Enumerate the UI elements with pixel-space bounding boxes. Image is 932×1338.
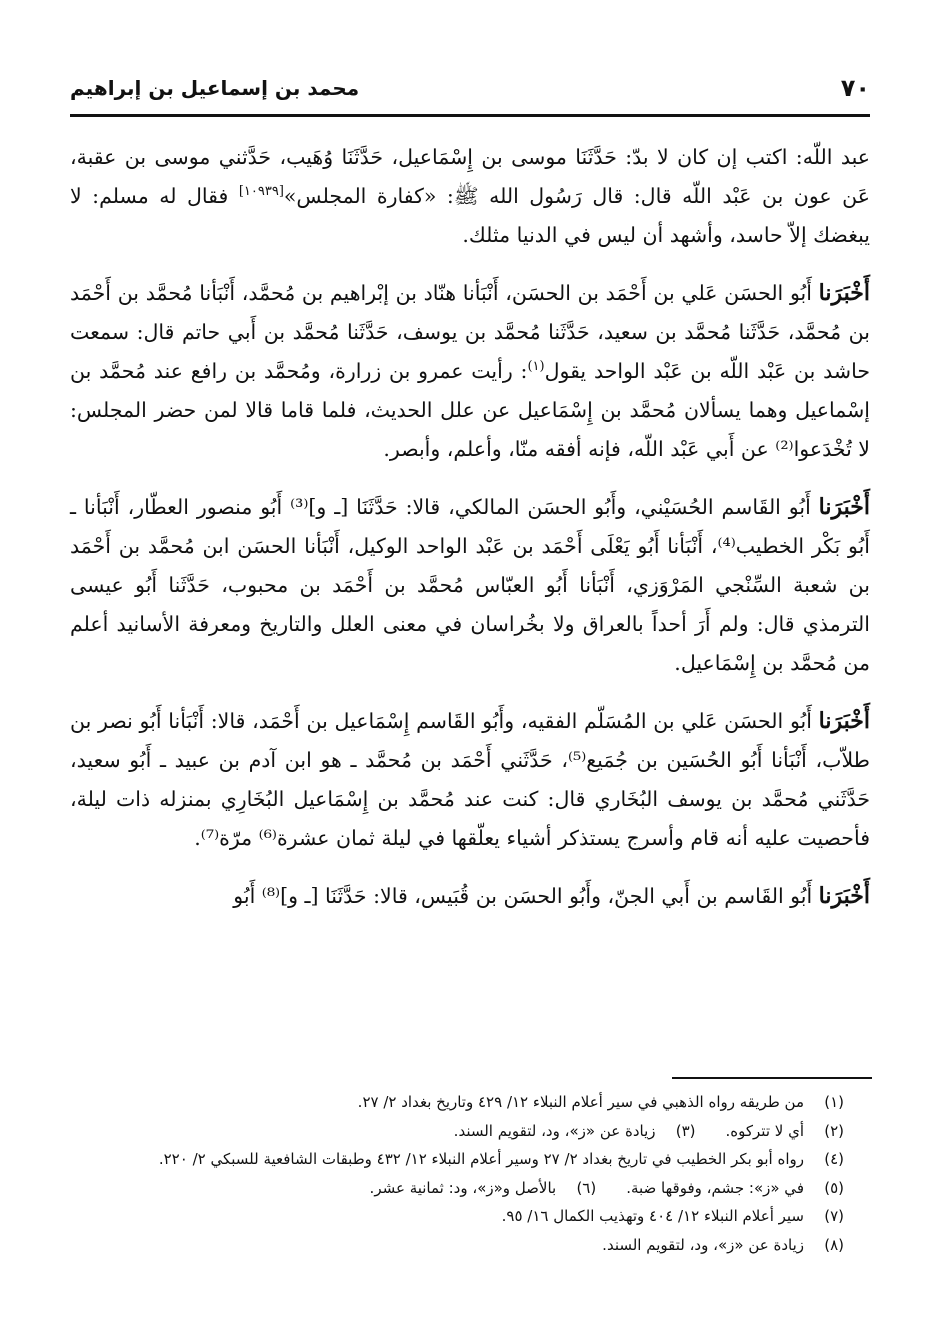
paragraph-lead: أَخْبَرَنا: [818, 708, 870, 734]
paragraph-text: عبد اللّه: اكتب إن كان لا بدّ: حَدَّثَنَا موسى بن إِسْمَاعيل، حَدَّثَنَا وُهَيب، حَدَّثني موسى بن عقبة، عَن عون بن عَبْد اللّه قال: قال رَسُول الله ﷺ: «كفارة المجلس»: [70, 145, 870, 208]
footnote: [70, 1202, 844, 1231]
paragraph: [70, 488, 870, 683]
footnote-number: (٤): [824, 1150, 844, 1168]
footnote-text: زيادة عن «ز»، ود، لتقويم السند.: [602, 1235, 804, 1254]
footnote-text: سير أعلام النبلاء ١٢/ ٤٠٤ وتهذيب الكمال ١٦/ ٩٥.: [501, 1207, 804, 1225]
paragraph: [70, 877, 870, 916]
header-rule: [70, 114, 870, 117]
paragraph-tail: فقال له مسلم: لا يبغضك إلاّ حاسد، وأشهد أن ليس في الدنيا مثلك.: [70, 184, 870, 247]
footnote-text: من طريقه رواه الذهبي في سير أعلام النبلاء ١٢/ ٤٢٩ وتاريخ بغداد ٢/ ٢٧.: [357, 1093, 804, 1111]
paragraph-lead: أَخْبَرَنا: [818, 883, 870, 909]
paragraph-text: أَبُو الحسَن عَلي بن المُسَلّم الفقيه، وأَبُو القَاسم إِسْمَاعيل بن أَحْمَد، قالا: أَنْبَأنا أَبُو نصر بن طلاّب، أَنْبَأنا أَبُو الحُسَين بن جُمَيع⁽⁵⁾، حَدَّثَني أَحْمَد بن مُحمَّد ـ هو ابن آدم بن عبيد ـ أَبُو سعيد، حَدَّثَني مُحمَّد بن يوسف البُخَاري قال: كنت عند مُحمَّد بن إِسْمَاعيل البُخَارِي بمنزله ذات ليلة، فأحصيت عليه أنه قام وأسرج يستذكر أشياء يعلّقها في ليلة ثمان عشرة⁽⁶⁾ مرّة⁽⁷⁾.: [70, 709, 871, 850]
footnote-number: (٥): [824, 1178, 844, 1197]
running-title: محمد بن إسماعيل بن إبراهيم: [70, 76, 360, 100]
footnote-number: (٧): [824, 1207, 844, 1225]
paragraph-lead: أَخْبَرَنا: [818, 494, 870, 520]
footnote-text: في «ز»: جشم، وفوقها ضبة.: [626, 1178, 804, 1197]
footnote-text: أي لا تتركوه.: [725, 1121, 804, 1140]
page-header: [70, 68, 870, 108]
footnote: [70, 1088, 844, 1117]
paragraph-tail: : رأيت عمرو بن زرارة، ومُحمَّد بن رافع عند مُحمَّد بن إسْماعيل وهما يسألان مُحمَّد بن إِسْمَاعيل عن علل الحديث، فلما قاما قالا لمن حضر المجلس: لا تُخْدَعوا⁽²⁾ عن أَبي عَبْد اللّه، فإنه أفقه منّا، وأعلم، وأبصر.: [70, 359, 870, 461]
footnote: [70, 1231, 844, 1260]
footnote-text: بالأصل و«ز»، ود: ثمانية عشر.: [369, 1178, 557, 1197]
main-text: [70, 138, 870, 935]
footnote: [70, 1117, 844, 1146]
footnote: [70, 1174, 844, 1203]
paragraph-text: أَبُو الحسَن عَلي بن أَحْمَد بن الحسَن، أَنْبَأنا هنّاد بن إبْراهيم بن مُحمَّد، أَنْبَأنا مُحمَّد بن أَحْمَد بن مُحمَّد، حَدَّثَنا مُحمَّد بن سعيد، حَدَّثَنا مُحمَّد بن يوسف، حَدَّثَنا مُحمَّد بن أَبي حاتم قال: سمعت حاشد بن عَبْد اللّه بن عَبْد الواحد يقول: [70, 281, 871, 383]
footnotes: [70, 1088, 844, 1259]
footnote-marker: (١): [527, 359, 545, 375]
paragraph-text: أَبُو القَاسم بن أَبي الجنّ، وأَبُو الحسَن بن قُبَيس، قالا: حَدَّثَنَا [ـ و]⁽⁸⁾ أَبُو: [233, 884, 819, 908]
paragraph-text: أَبُو القَاسم الحُسَيْني، وأَبُو الحسَن المالكي، قالا: حَدَّثَنَا [ـ و]⁽³⁾ أَبُو منصور العطّار، أَنْبَأنا ـ أَبُو بَكْر الخطيب⁽⁴⁾، أَنْبَأنا أَبُو يَعْلَى أَحْمَد بن عَبْد الواحد الوكيل، أَنْبَأنا الحسَن ابن مُحمَّد بن أَحْمَد بن شعبة السِّنْجي المَرْوَزي، أَنْبَأنا أَبُو العبّاس مُحمَّد بن أَحْمَد بن محبوب، حَدَّثَنا أَبُو عيسى الترمذي قال: ولم أَرَ أحداً بالعراق ولا بخُراسان في معنى العلل والتاريخ ومعرفة الأسانيد أعلم من مُحمَّد بن إِسْمَاعيل.: [70, 495, 870, 675]
footnote-number: (٨): [824, 1235, 844, 1254]
page-number: ٧٠: [840, 74, 870, 102]
footnote-text: رواه أبو بكر الخطيب في تاريخ بغداد ٢/ ٢٧ وسير أعلام النبلاء ١٢/ ٤٣٢ وطبقات الشافعية للسبكي ٢/ ٢٢٠.: [158, 1150, 804, 1168]
paragraph: [70, 702, 870, 858]
footnote-text: زيادة عن «ز»، ود، لتقويم السند.: [453, 1121, 656, 1140]
footnote-number: (٣): [675, 1121, 696, 1140]
footnote: [70, 1145, 844, 1174]
reference-marker: [١٠٩٣٩]: [238, 184, 284, 200]
paragraph-lead: أَخْبَرَنا: [818, 280, 870, 306]
footnote-number: (٢): [824, 1121, 844, 1140]
footnote-number: (١): [824, 1093, 844, 1111]
footnote-number: (٦): [576, 1178, 597, 1197]
footnote-separator: [672, 1077, 872, 1079]
paragraph: [70, 274, 870, 469]
paragraph: [70, 138, 870, 255]
